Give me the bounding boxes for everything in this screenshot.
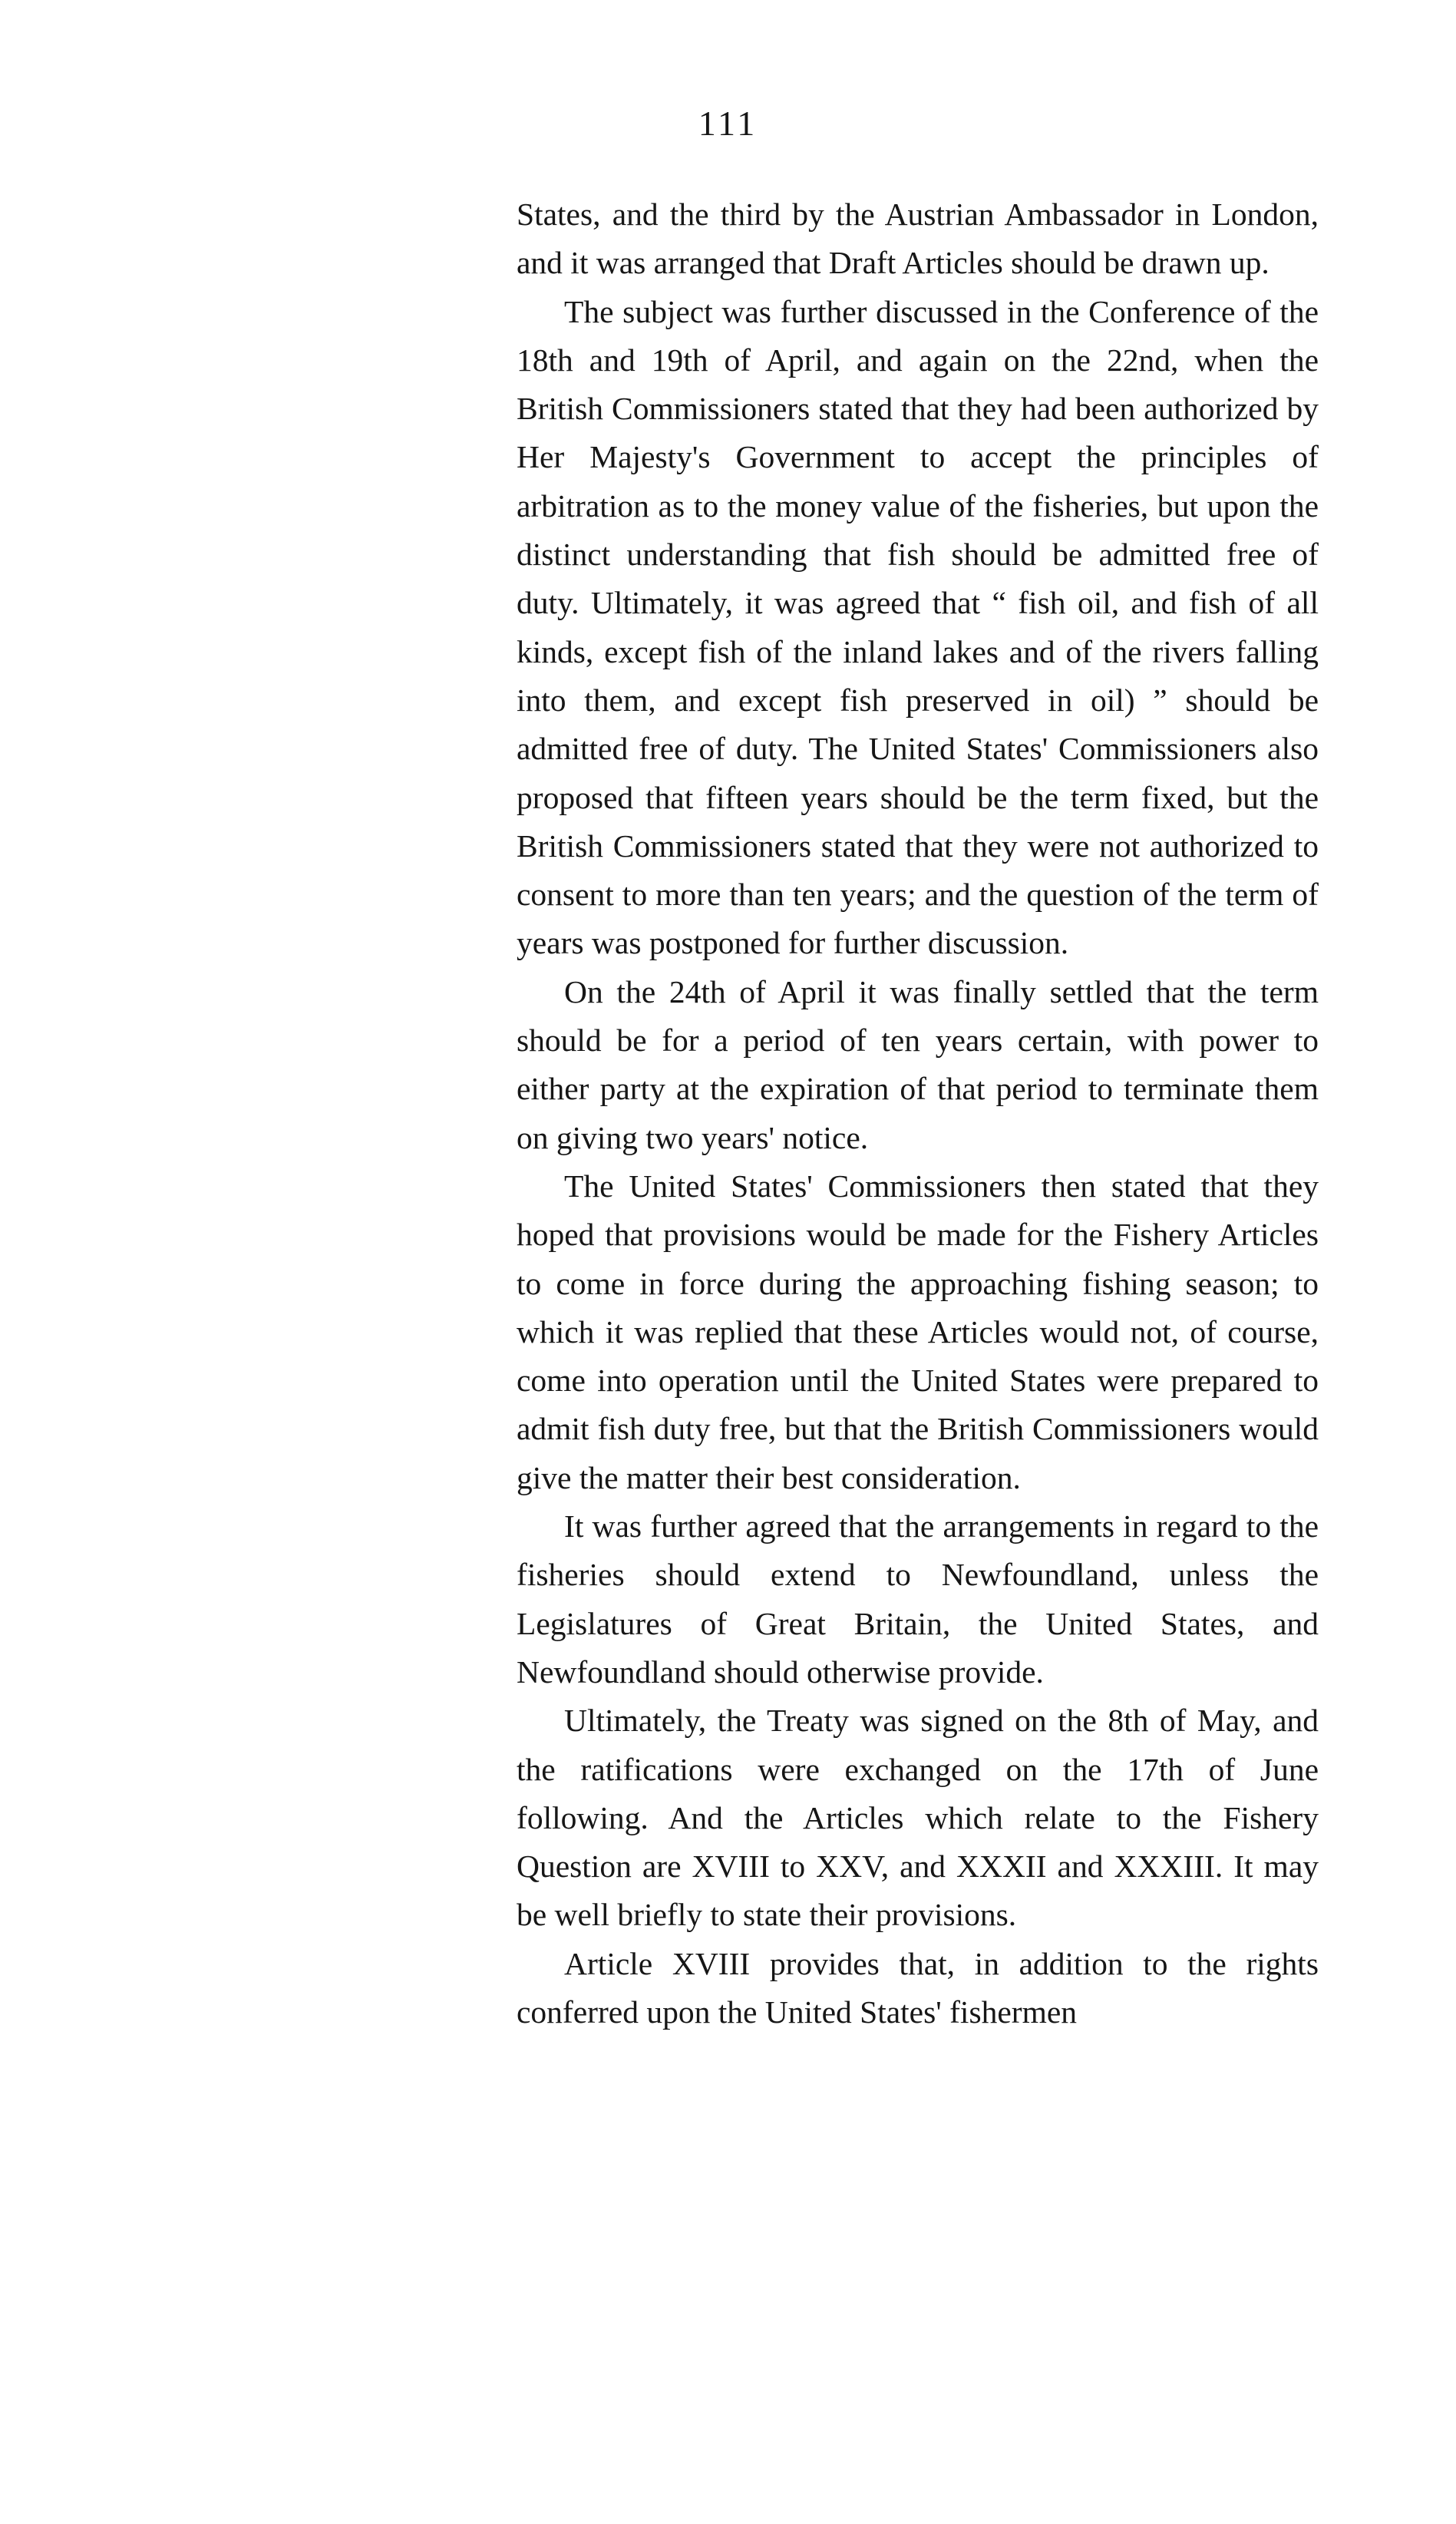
paragraph-fishing-season: The United States' Commissioners then stated that they hoped that provisions would be made for the Fishery Articles to come in force during the approaching fishing season; to which it was replied that these Articles would not, of course, come into operation until the United States were prepared to admit fish duty free, but that the British Commissioners would give the matter their best consideration. [517, 1168, 1319, 1495]
paragraph-term-settled: On the 24th of April it was finally settled that the term should be for a period of ten years certain, with power to either party at the expiration of that period to terminate them on giving two years' notice. [517, 973, 1319, 1155]
paragraph-article-xviii: Article XVIII provides that, in addition to the rights conferred upon the United States' fishermen [517, 1945, 1319, 2030]
paragraph-continuation: States, and the third by the Austrian Ambassador in London, and it was arranged that Draft Articles should be drawn up. [517, 197, 1319, 281]
paragraph-treaty-signed: Ultimately, the Treaty was signed on the 8th of May, and the ratifications were exchanged on the 17th of June following. And the Articles which relate to the Fishery Question are XVIII to XXV, and XXXII and XXXIII. It may be well briefly to state their provisions. [517, 1703, 1319, 1933]
page-number: 111 [698, 104, 758, 143]
paragraph-conference-discussion: The subject was further discussed in the Conference of the 18th and 19th of April, and again on the 22nd, when the British Commissioners stated that they had been authorized by Her Majesty's Government to accept the principles of arbitration as to the money value of the fisheries, but upon the distinct understanding that fish should be admitted free of duty. Ultimately, it was agreed that “ fish oil, and fish of all kinds, except fish of the inland lakes and of the rivers falling into them, and except fish preserved in oil) ” should be admitted free of duty. The United States' Commissioners also proposed that fifteen years should be the term fixed, but the British Commissioners stated that they were not authorized to consent to more than ten years; and the question of the term of years was postponed for further discussion. [517, 293, 1319, 961]
paragraph-newfoundland: It was further agreed that the arrangements in regard to the fisheries should extend to Newfoundland, unless the Legislatures of Great Britain, the United States, and Newfoundland should otherwise provide. [517, 1508, 1319, 1690]
body-text [517, 190, 1319, 2037]
